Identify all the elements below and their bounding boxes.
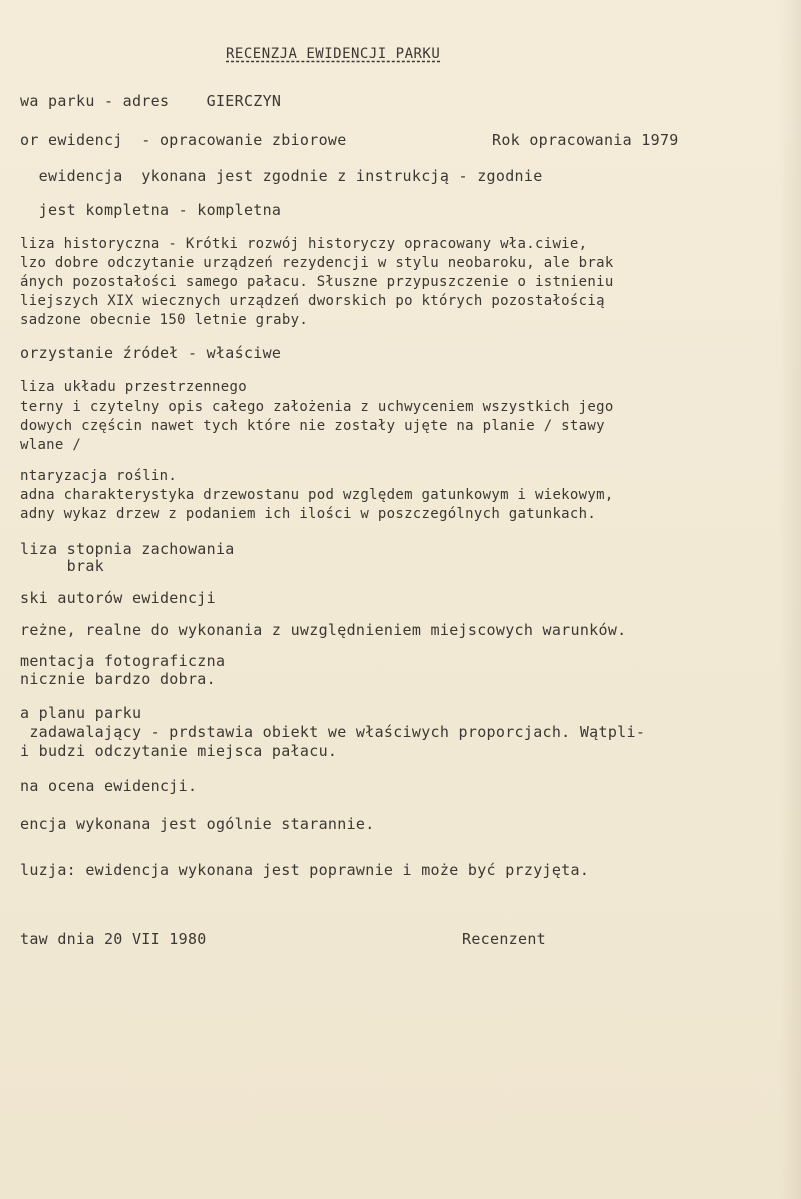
line-history-5: sadzone obecnie 150 letnie graby. bbox=[20, 312, 309, 328]
line-plan-heading: a planu parku bbox=[20, 704, 142, 722]
line-preservation-value: brak bbox=[20, 557, 104, 575]
line-inventory-1: adna charakterystyka drzewostanu pod względem gatunkowym i wiekowym, bbox=[20, 487, 614, 503]
line-layout-2: dowych częścin nawet tych które nie zostały ujęte na planie / stawy bbox=[20, 418, 605, 434]
page-edge-shadow bbox=[779, 0, 801, 1199]
line-history-1: liza historyczna - Krótki rozwój historyczy opracowany wła.ciwie, bbox=[20, 236, 588, 252]
line-inventory-2: adny wykaz drzew z podaniem ich ilości w poszczególnych gatunkach. bbox=[20, 506, 597, 522]
line-history-3: ánych pozostałości samego pałacu. Słuszne przypuszczenie o istnieniu bbox=[20, 274, 614, 290]
line-layout-3: wlane / bbox=[20, 437, 82, 453]
reviewer-label: Recenzent bbox=[462, 930, 546, 948]
line-history-4: liejszych XIX wiecznych urządzeń dworskich po których pozostałością bbox=[20, 293, 605, 309]
line-compliance: ewidencja ykonana jest zgodnie z instrukcją - zgodnie bbox=[20, 167, 543, 185]
line-authors-heading: ski autorów ewidencji bbox=[20, 589, 216, 607]
line-photo-heading: mentacja fotograficzna bbox=[20, 652, 226, 670]
line-place-date: taw dnia 20 VII 1980 bbox=[20, 930, 207, 948]
line-overall-text: encja wykonana jest ogólnie starannie. bbox=[20, 815, 375, 833]
line-authors-text: reżne, realne do wykonania z uwzględnieniem miejscowych warunków. bbox=[20, 621, 627, 639]
line-plan-2: i budzi odczytanie miejsca pałacu. bbox=[20, 742, 338, 760]
document-title: RECENZJA EWIDENCJI PARKU bbox=[226, 46, 441, 62]
line-park-name: wa parku - adres GIERCZYN bbox=[20, 92, 282, 110]
line-sources: orzystanie źródeł - właściwe bbox=[20, 344, 282, 362]
line-plan-1: zadawalający - prdstawia obiekt we właściwych proporcjach. Wątpli- bbox=[20, 723, 646, 741]
line-author: or ewidencj - opracowanie zbiorowe bbox=[20, 131, 347, 149]
line-overall-heading: na ocena ewidencji. bbox=[20, 777, 198, 795]
line-conclusion: luzja: ewidencja wykonana jest poprawnie i może być przyjęta. bbox=[20, 861, 590, 879]
line-inventory-heading: ntaryzacja roślin. bbox=[20, 468, 178, 484]
year-label: Rok opracowania 1979 bbox=[492, 131, 679, 149]
line-layout-1: terny i czytelny opis całego założenia z uchwyceniem wszystkich jego bbox=[20, 399, 614, 415]
line-layout-heading: liza układu przestrzennego bbox=[20, 379, 247, 395]
line-complete: jest kompletna - kompletna bbox=[20, 201, 282, 219]
line-preservation-heading: liza stopnia zachowania bbox=[20, 540, 235, 558]
line-photo-text: nicznie bardzo dobra. bbox=[20, 670, 216, 688]
line-history-2: lzo dobre odczytanie urządzeń rezydencji w stylu neobaroku, ale brak bbox=[20, 255, 614, 271]
